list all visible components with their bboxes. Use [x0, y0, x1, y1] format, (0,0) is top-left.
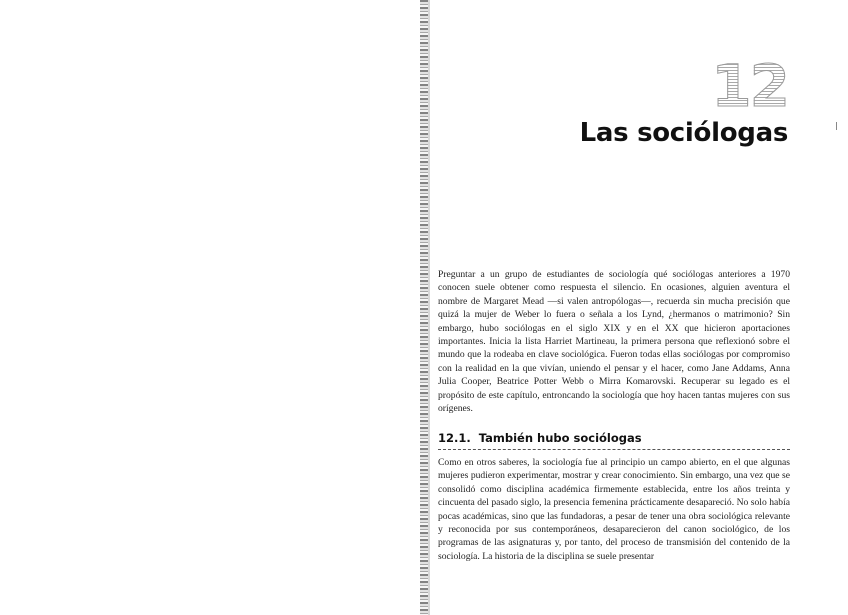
chapter-title: Las sociólogas [579, 118, 788, 148]
section-heading [438, 431, 790, 445]
book-binding [420, 0, 428, 615]
intro-paragraph: Preguntar a un grupo de estudiantes de sociología qué sociólogas anteriores a 1970 conocen suele obtener como respuesta el silencio. En ocasiones, alguien aventura el nombre de Margaret Mead —si valen antropólogas—, recuerda sin mucha precisión que quizá la mujer de Weber lo fuera o señala a los Lynd, ¿hermanos o matrimonio? Sin embargo, hubo sociólogas en el siglo XIX y en el XX que hicieron aportaciones importantes. Inicia la lista Harriet Martineau, la primera persona que reflexionó sobre el mundo que la rodeaba en clave sociológica. Fueron todas ellas sociólogas por compromiso con la realidad en la que vivían, uniendo el pensar y el hacer, como Jane Addams, Anna Julia Cooper, Beatrice Potter Webb o Mirra Komarovski. Recuperar su legado es el propósito de este capítulo, entroncando la sociología que hoy hacen tantas mujeres con sus orígenes. [438, 269, 790, 415]
section-divider [438, 449, 790, 450]
chapter-number: 12 [711, 52, 788, 120]
section-paragraph: Como en otros saberes, la sociología fue al principio un campo abierto, en el que algunas mujeres pudieron experimentar, mostrar y crear conocimiento. Sin embargo, una vez que se consolidó como disciplina académica firmemente establecida, entre los años treinta y cincuenta del pasado siglo, la presencia femenina prácticamente desapareció. No solo había pocas académicas, sino que las fundadoras, a pesar de tener una obra sociológica relevante y reconocida por sus contemporáneos, desaparecieron del canon sociológico, de los programas de las asignaturas y, por tanto, del proceso de transmisión del contenido de la sociología. La historia de la disciplina se suele presentar [438, 457, 790, 562]
margin-mark [836, 122, 837, 130]
page-gutter [428, 0, 430, 615]
section-title: También hubo sociólogas [478, 431, 642, 445]
section-number: 12.1. [438, 431, 471, 445]
